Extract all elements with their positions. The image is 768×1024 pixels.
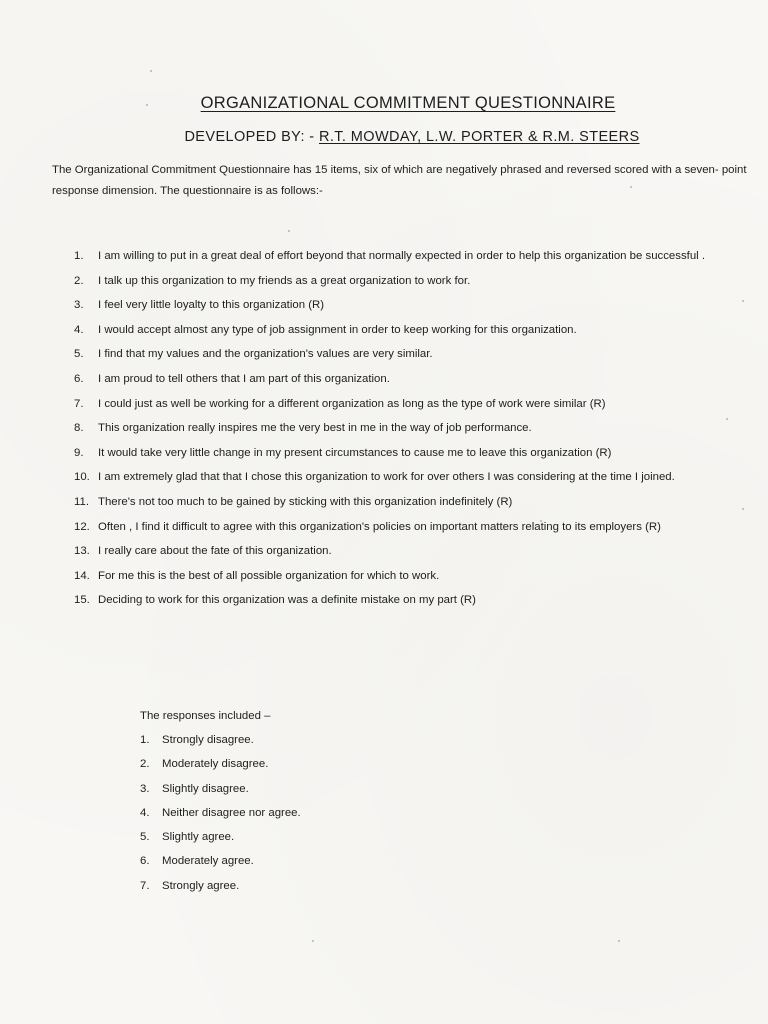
intro-paragraph: The Organizational Commitment Questionnaire has 15 items, six of which are negatively phrased and reversed scored with a seven- point response dimension. The questionnaire is as follows:- (52, 164, 747, 197)
questionnaire-item (74, 441, 744, 466)
response-text: Neither disagree nor agree. (162, 806, 301, 819)
item-text: For me this is the best of all possible organization for which to work. (98, 569, 440, 582)
response-text: Moderately disagree. (162, 758, 269, 771)
item-number: 5. (74, 348, 84, 361)
response-text: Strongly disagree. (162, 734, 254, 746)
response-option (140, 752, 301, 776)
questionnaire-item (74, 465, 744, 490)
item-text: I would accept almost any type of job assignment in order to keep working for this organization. (98, 323, 577, 336)
response-text: Strongly agree. (162, 879, 240, 892)
scan-speck (150, 70, 152, 72)
item-text: Deciding to work for this organization was a definite mistake on my part (R) (98, 594, 476, 607)
item-number: 10. (74, 471, 90, 484)
response-options (140, 728, 301, 898)
questionnaire-items (74, 244, 744, 613)
response-number: 2. (140, 758, 150, 771)
scan-speck (312, 940, 314, 942)
response-text: Slightly agree. (162, 831, 235, 844)
item-number: 7. (74, 397, 84, 410)
item-text: I could just as well be working for a different organization as long as the type of work were similar (R) (98, 397, 606, 410)
item-number: 2. (74, 274, 84, 287)
subtitle-prefix: DEVELOPED BY: - (184, 129, 315, 145)
item-text: I find that my values and the organization's values are very similar. (98, 348, 433, 361)
questionnaire-item (74, 539, 744, 564)
item-text: I talk up this organization to my friends as a great organization to work for. (98, 274, 471, 287)
item-number: 15. (74, 594, 90, 607)
item-text: This organization really inspires me the very best in me in the way of job performance. (98, 422, 532, 435)
item-number: 1. (74, 250, 84, 262)
item-text: I am willing to put in a great deal of effort beyond that normally expected in order to help this organization be successful . (98, 250, 706, 262)
responses-heading: The responses included – (140, 710, 271, 722)
item-text: I feel very little loyalty to this organization (R) (98, 299, 325, 312)
response-text: Slightly disagree. (162, 782, 249, 795)
item-number: 4. (74, 323, 84, 336)
response-number: 6. (140, 855, 150, 868)
questionnaire-item (74, 367, 744, 392)
response-number: 7. (140, 879, 150, 892)
item-text: Often , I find it difficult to agree with this organization's policies on important matters relating to its employers (R) (98, 520, 661, 533)
item-text: I am proud to tell others that I am part of this organization. (98, 372, 390, 385)
questionnaire-item (74, 342, 744, 367)
questionnaire-item (74, 564, 744, 589)
response-number: 4. (140, 806, 150, 819)
response-option (140, 801, 301, 825)
item-text: There's not too much to be gained by sticking with this organization indefinitely (R) (98, 495, 513, 508)
item-text: I am extremely glad that that I chose this organization to work for over others I was considering at the time I joined. (98, 471, 675, 484)
response-option (140, 777, 301, 801)
item-number: 11. (74, 495, 89, 508)
questionnaire-item (74, 515, 744, 540)
item-number: 3. (74, 299, 84, 312)
item-number: 6. (74, 372, 84, 385)
questionnaire-item (74, 293, 744, 318)
questionnaire-item (74, 490, 744, 515)
document-title: ORGANIZATIONAL COMMITMENT QUESTIONNAIRE (200, 94, 616, 112)
scan-speck (618, 940, 620, 942)
subtitle-authors: R.T. MOWDAY, L.W. PORTER & R.M. STEERS (318, 129, 640, 145)
response-number: 5. (140, 831, 150, 844)
questionnaire-item (74, 269, 744, 294)
questionnaire-item (74, 588, 744, 613)
item-number: 12. (74, 520, 90, 533)
response-scale (140, 704, 301, 898)
item-number: 9. (74, 446, 84, 459)
questionnaire-item (74, 416, 744, 441)
item-number: 14. (74, 569, 90, 582)
questionnaire-item (74, 392, 744, 417)
document-subtitle (28, 129, 768, 145)
response-option (140, 825, 301, 849)
response-option (140, 874, 301, 898)
questionnaire-item (74, 318, 744, 343)
response-number: 3. (140, 782, 150, 795)
item-text: It would take very little change in my present circumstances to cause me to leave this organization (R) (98, 446, 612, 459)
item-number: 8. (74, 422, 84, 435)
response-option (140, 728, 301, 752)
scan-speck (288, 230, 290, 232)
item-text: I really care about the fate of this organization. (98, 545, 332, 558)
questionnaire-item (74, 244, 744, 269)
response-number: 1. (140, 734, 150, 746)
response-text: Moderately agree. (162, 855, 254, 868)
response-option (140, 849, 301, 873)
item-number: 13. (74, 545, 90, 558)
